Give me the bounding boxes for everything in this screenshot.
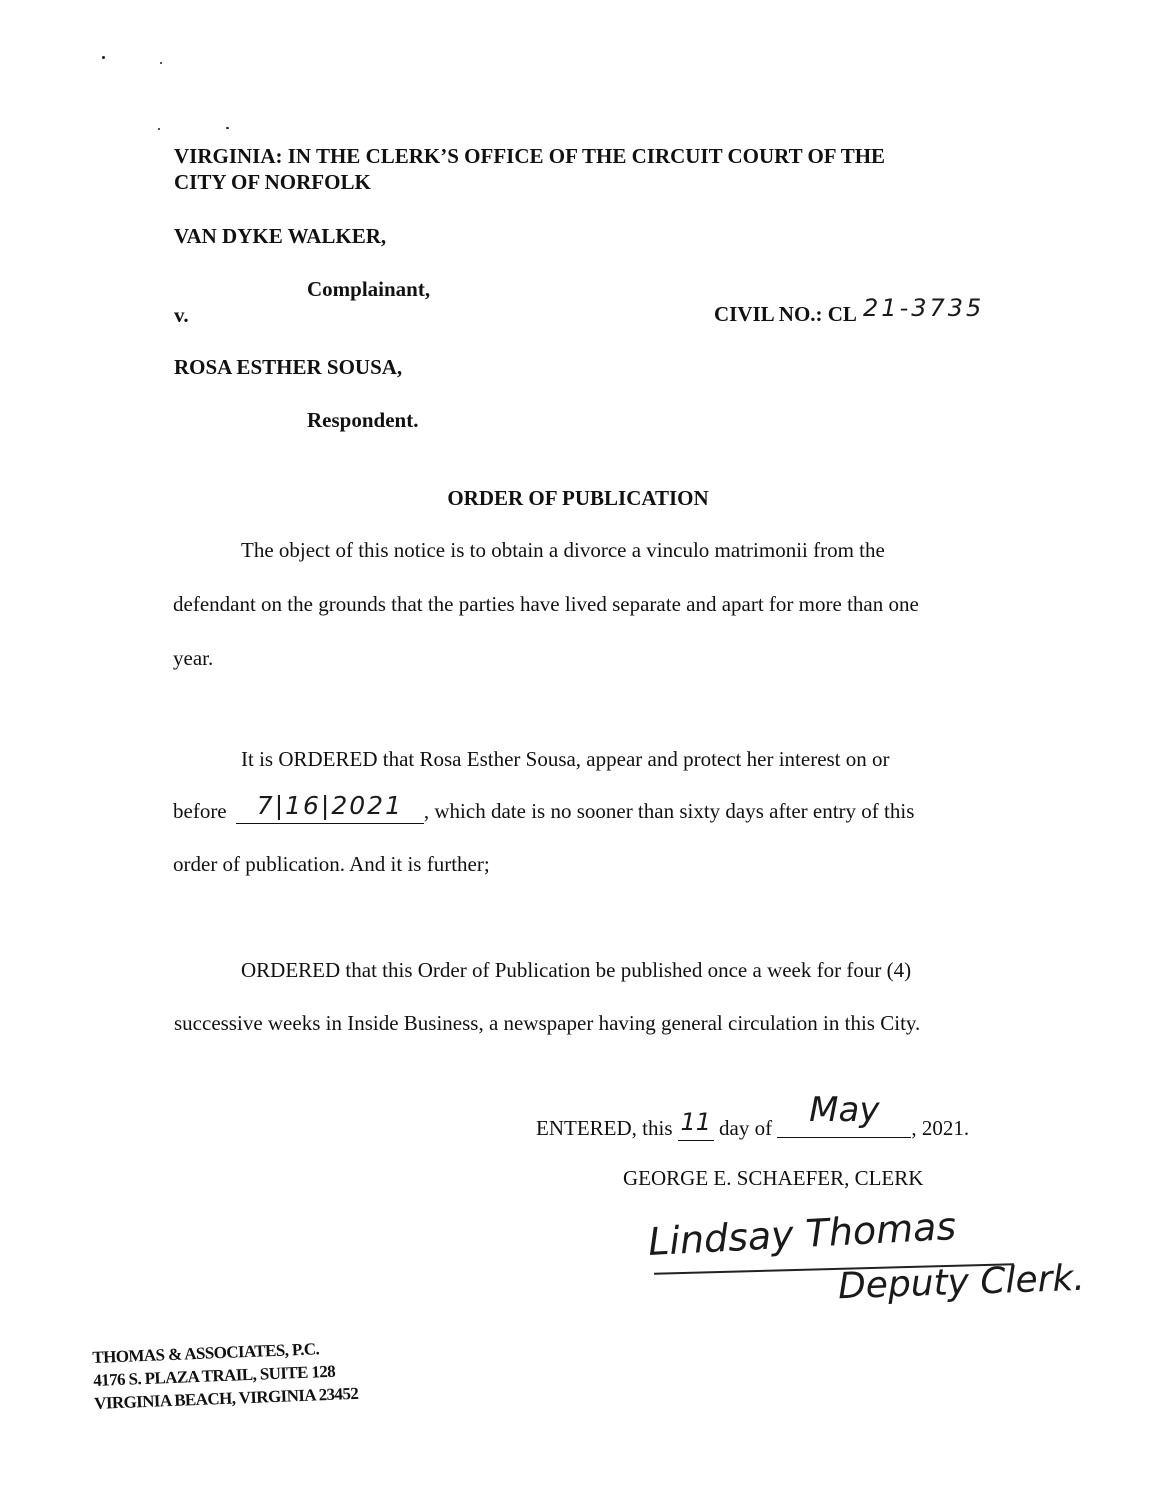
paragraph-2-line-1: It is ORDERED that Rosa Esther Sousa, appear and protect her interest on or bbox=[241, 747, 890, 771]
scan-speck bbox=[158, 128, 160, 130]
respondent-role: Respondent. bbox=[307, 408, 419, 432]
clerk-name: GEORGE E. SCHAEFER, CLERK bbox=[623, 1166, 924, 1190]
respondent-name: ROSA ESTHER SOUSA, bbox=[174, 355, 403, 379]
entry-month-field bbox=[777, 1090, 911, 1138]
signature-name: Lindsay Thomas bbox=[647, 1203, 958, 1265]
entry-month-handwritten: May bbox=[809, 1090, 880, 1130]
paragraph-2-line-3: order of publication. And it is further; bbox=[173, 852, 490, 876]
before-label: before bbox=[173, 799, 227, 823]
complainant-role: Complainant, bbox=[307, 277, 431, 301]
entered-prefix: ENTERED, this bbox=[536, 1116, 673, 1140]
day-of-label: day of bbox=[719, 1116, 773, 1140]
civil-number bbox=[714, 294, 985, 327]
court-header-line2: CITY OF NORFOLK bbox=[174, 170, 371, 194]
signature-title: Deputy Clerk. bbox=[837, 1257, 1086, 1308]
versus-label: v. bbox=[174, 303, 189, 327]
entry-year: , 2021. bbox=[911, 1116, 970, 1140]
attorney-firm: THOMAS & ASSOCIATES, P.C. bbox=[92, 1339, 320, 1367]
scan-speck bbox=[102, 56, 105, 59]
entry-day-field bbox=[678, 1108, 714, 1141]
court-header-line1: VIRGINIA: IN THE CLERK’S OFFICE OF THE CIRCUIT COURT OF THE bbox=[174, 144, 886, 168]
document-title: ORDER OF PUBLICATION bbox=[447, 486, 709, 510]
civil-number-handwritten: 21-3735 bbox=[863, 294, 985, 322]
paragraph-1-line-1: The object of this notice is to obtain a divorce a vinculo matrimonii from the bbox=[241, 538, 885, 562]
appearance-date-handwritten: 7|16|2021 bbox=[256, 791, 403, 820]
paragraph-1-line-2: defendant on the grounds that the parties have lived separate and apart for more than one bbox=[173, 592, 919, 616]
paragraph-2-line-2 bbox=[173, 791, 915, 824]
appearance-date-field bbox=[236, 791, 424, 824]
deputy-clerk-signature bbox=[640, 1200, 1120, 1330]
paragraph-1-line-3: year. bbox=[173, 646, 214, 670]
paragraph-3-line-2: successive weeks in Inside Business, a newspaper having general circulation in this City. bbox=[174, 1011, 921, 1035]
after-date-text: , which date is no sooner than sixty days after entry of this bbox=[423, 799, 915, 823]
attorney-city: VIRGINIA BEACH, VIRGINIA 23452 bbox=[93, 1383, 359, 1413]
court-header bbox=[174, 143, 885, 195]
paragraph-3-line-1: ORDERED that this Order of Publication be published once a week for four (4) bbox=[241, 958, 912, 982]
complainant-name: VAN DYKE WALKER, bbox=[174, 224, 387, 248]
entry-line bbox=[536, 1090, 970, 1141]
civil-number-label: CIVIL NO.: CL bbox=[714, 302, 856, 326]
entry-day-handwritten: 11 bbox=[680, 1108, 712, 1136]
scan-speck bbox=[226, 127, 229, 129]
scan-speck bbox=[160, 62, 162, 64]
attorney-street: 4176 S. PLAZA TRAIL, SUITE 128 bbox=[92, 1361, 336, 1390]
attorney-address-block bbox=[92, 1336, 359, 1415]
